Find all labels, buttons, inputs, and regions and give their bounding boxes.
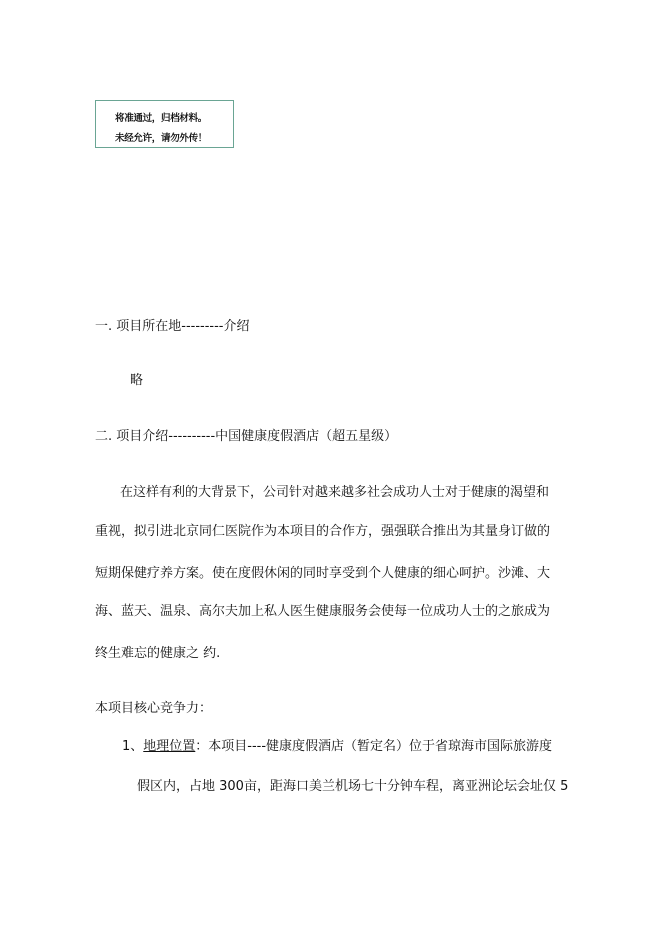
paragraph-line-3: 短期保健疗养方案。使在度假休闲的同时享受到个人健康的细心呵护。沙滩、大: [95, 566, 551, 581]
core-item-1-text: ：本项目----健康度假酒店（暂定名）位于省琼海市国际旅游度: [195, 739, 553, 754]
notice-line-1: 将准通过，归档材料。: [115, 113, 208, 124]
core-item-1-label: 地理位置: [143, 739, 196, 754]
core-item-1-continuation: 假区内，占地 300亩，距海口美兰机场七十分钟车程，离亚洲论坛会址仅 5: [137, 779, 569, 794]
notice-line-2: 未经允许，请勿外传！: [115, 133, 208, 144]
paragraph-line-1: 在这样有利的大背景下，公司针对越来越多社会成功人士对于健康的渴望和: [120, 485, 550, 500]
core-competitiveness-heading: 本项目核心竞争力：: [95, 701, 213, 716]
core-item-1-number: 1、: [122, 739, 144, 754]
confidential-notice-box: [95, 100, 234, 148]
core-item-1: [122, 739, 552, 755]
paragraph-line-5: 终生难忘的健康之 约.: [95, 646, 221, 661]
section-1-heading: 一. 项目所在地---------介绍: [95, 319, 250, 334]
paragraph-line-2: 重视，拟引进北京同仁医院作为本项目的合作方，强强联合推出为其量身订做的: [95, 524, 551, 539]
section-2-heading: 二. 项目介绍----------中国健康度假酒店（超五星级）: [95, 429, 398, 444]
section-1-content: 略: [130, 373, 144, 388]
paragraph-line-4: 海、蓝天、温泉、高尔夫加上私人医生健康服务会使每一位成功人士的之旅成为: [95, 604, 551, 619]
